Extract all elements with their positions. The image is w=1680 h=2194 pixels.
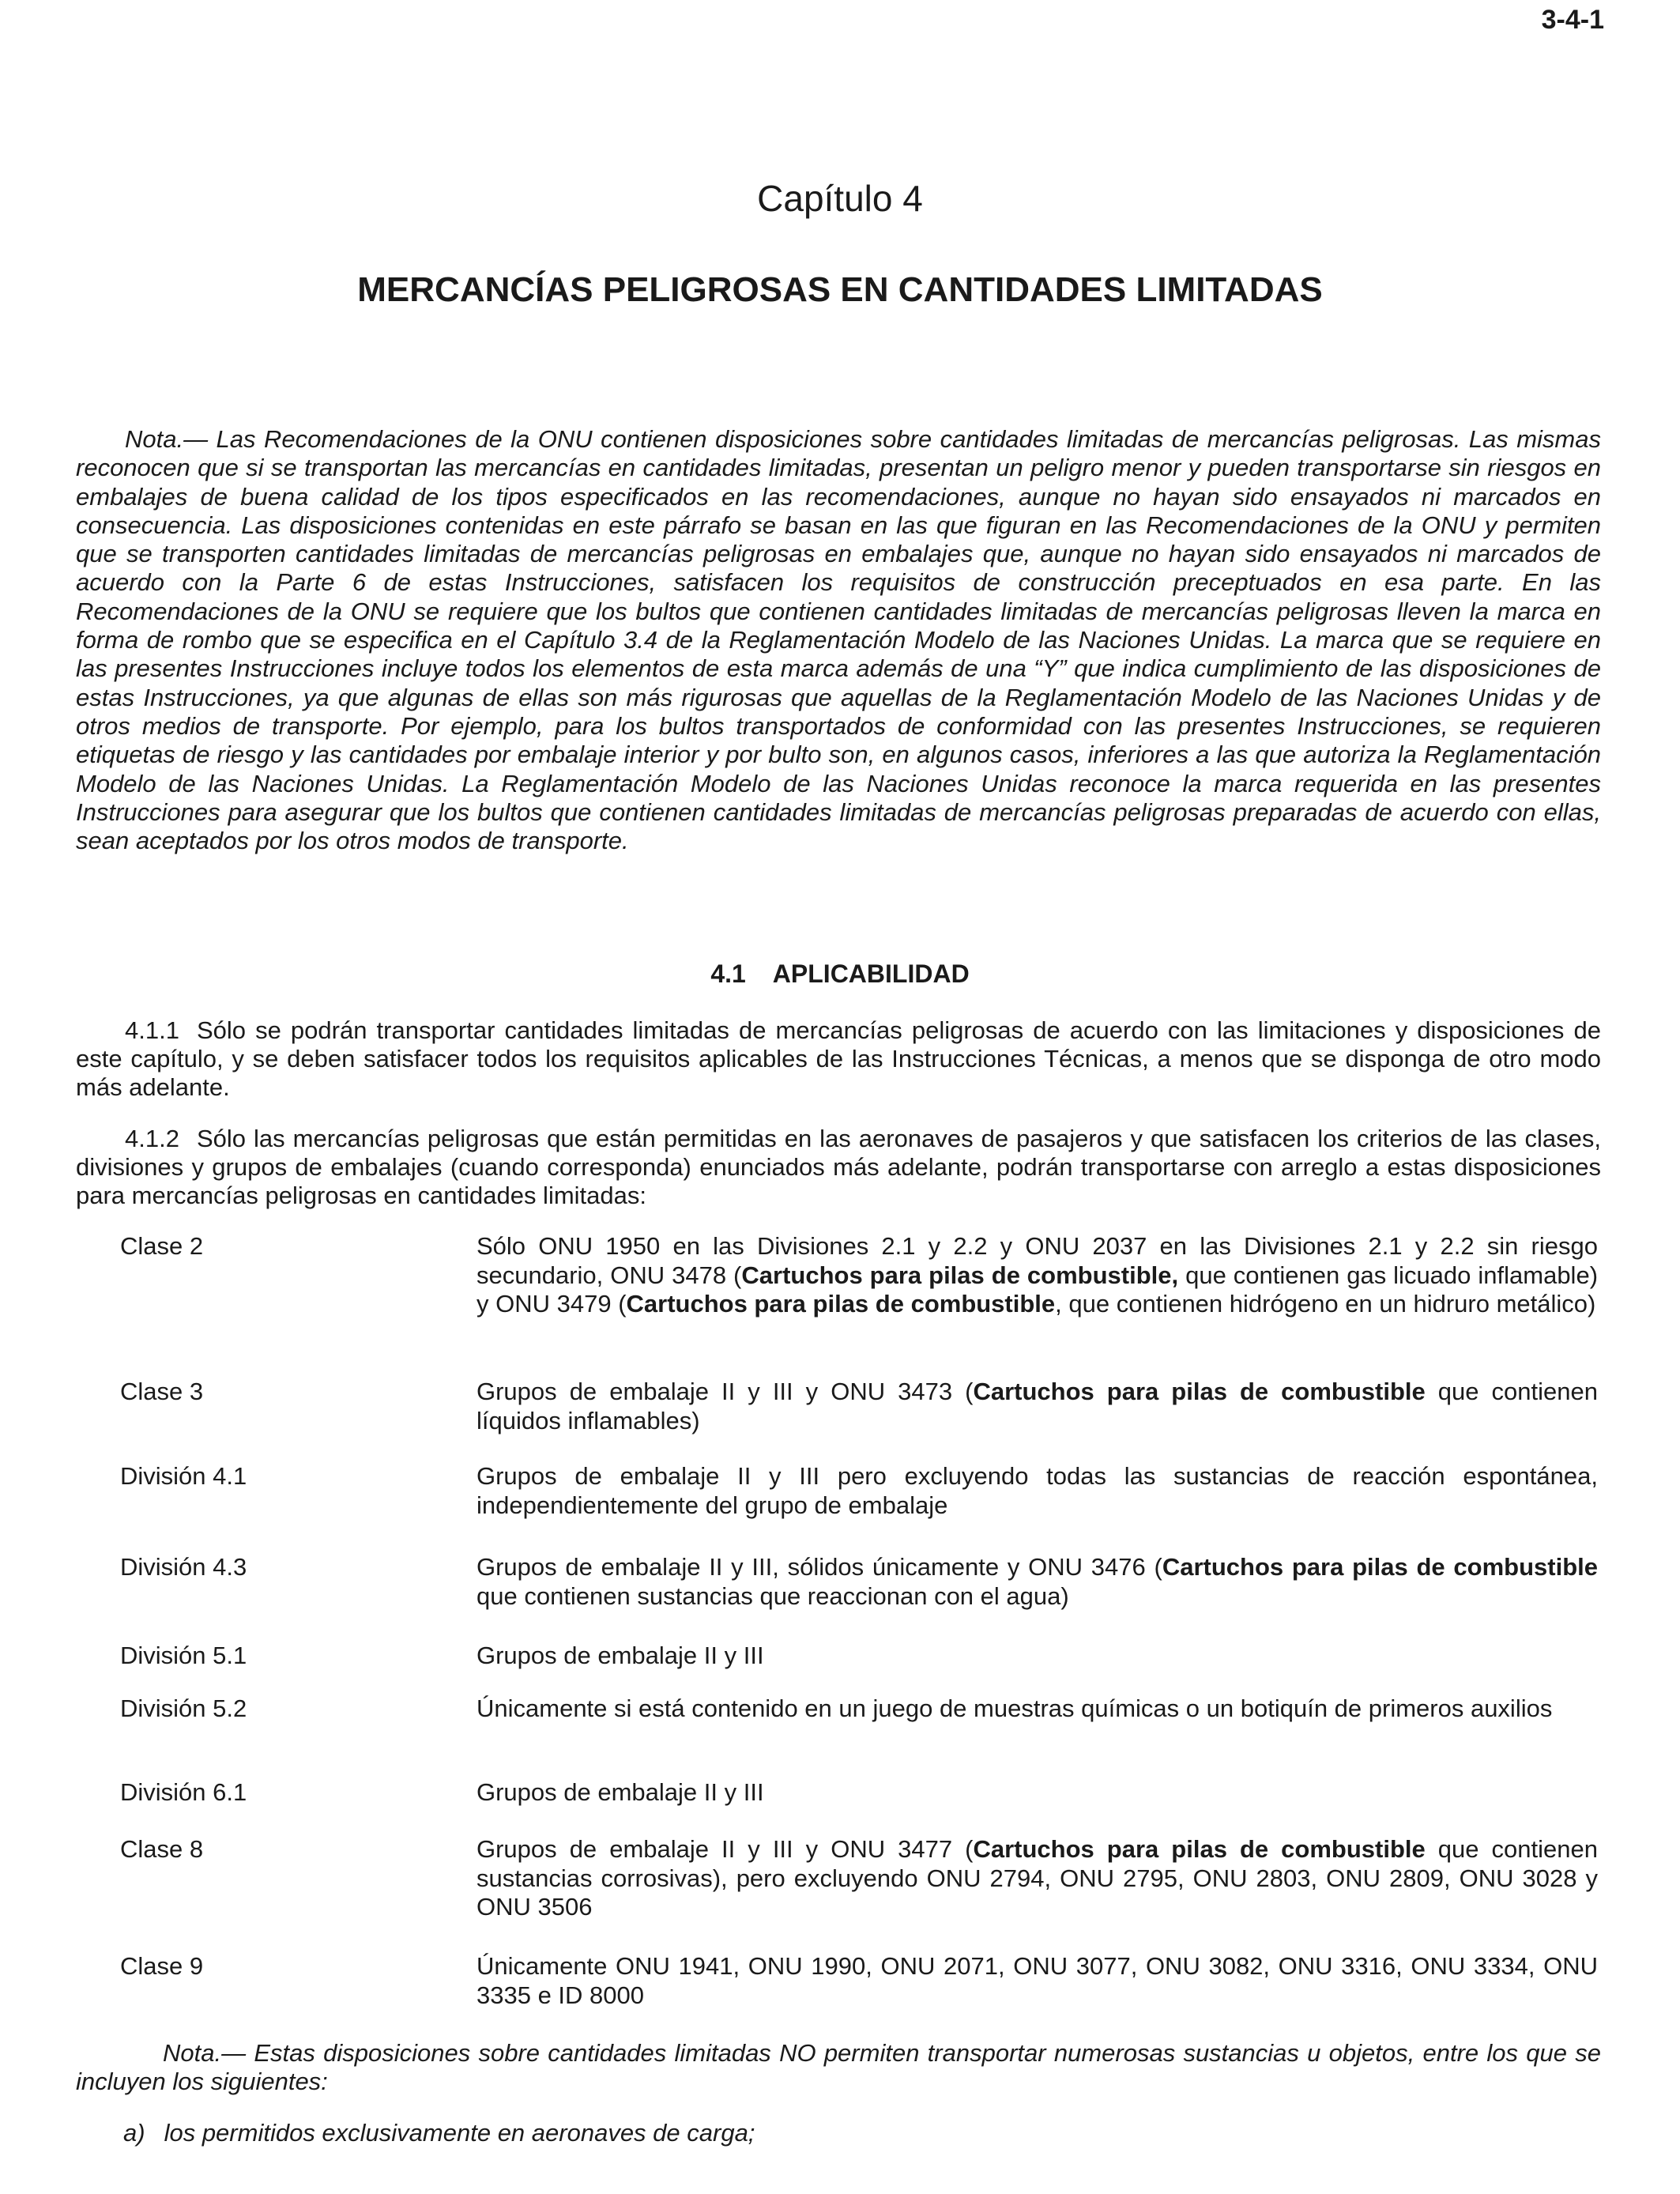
description-text: Sólo ONU 1950 en las Divisiones 2.1 y 2.2 y ONU 2037 en las Divisiones 2.1 y 2.2 sin riesgo secundario, ONU 3478 ( — [477, 1232, 1598, 1289]
paragraph-4-1-1 — [76, 1016, 1601, 1102]
chapter-title: MERCANCÍAS PELIGROSAS EN CANTIDADES LIMITADAS — [357, 270, 1323, 309]
section-title: APLICABILIDAD — [772, 959, 970, 988]
description-text: Únicamente ONU 1941, ONU 1990, ONU 2071, ONU 3077, ONU 3082, ONU 3316, ONU 3334, ONU 3335 e ID 8000 — [477, 1952, 1598, 2009]
class-description — [477, 1778, 1598, 1808]
closing-note-text: Nota.— Estas disposiciones sobre cantidades limitadas NO permiten transportar numerosas sustancias u objetos, entre los que se incluyen los siguientes: — [76, 2039, 1601, 2095]
description-text: Grupos de embalaje II y III — [477, 1778, 764, 1806]
class-label: Clase 3 — [120, 1378, 204, 1405]
section-number: 4.1 — [710, 959, 746, 988]
introductory-note — [76, 425, 1601, 855]
class-description — [477, 1642, 1598, 1671]
introductory-note-text: Nota.— Las Recomendaciones de la ONU contienen disposiciones sobre cantidades limitadas de mercancías peligrosas. Las mismas reconocen que si se transportan las mercancías en cantidades limitadas, presentan un peligro menor y pueden transportarse sin riesgos en embalajes de buena calidad de los tipos especificados en las recomendaciones, aunque no hayan sido ensayados ni marcados en consecuencia. Las disposiciones contenidas en este párrafo se basan en las que figuran en las Recomendaciones de la ONU y permiten que se transporten cantidades limitadas de mercancías peligrosas en embalajes que, aunque no hayan sido ensayados ni marcados de acuerdo con la Parte 6 de estas Instrucciones, satisfacen los requisitos de construcción preceptuados en esa parte. En las Recomendaciones de la ONU se requiere que los bultos que contienen cantidades limitadas de mercancías peligrosas lleven la marca en forma de rombo que se especifica en el Capítulo 3.4 de la Reglamentación Modelo de las Naciones Unidas. La marca que se requiere en las presentes Instrucciones incluye todos los elementos de esta marca además de una “Y” que indica cumplimiento de las disposiciones de estas Instrucciones, ya que algunas de ellas son más rigurosas que aquellas de la Reglamentación Modelo de las Naciones Unidas y de otros medios de transporte. Por ejemplo, para los bultos transportados de conformidad con las presentes Instrucciones, se requieren etiquetas de riesgo y las cantidades por embalaje interior y por bulto son, en algunos casos, inferiores a las que autoriza la Reglamentación Modelo de las Naciones Unidas. La Reglamentación Modelo de las Naciones Unidas reconoce la marca requerida en las presentes Instrucciones para asegurar que los bultos que contienen cantidades limitadas de mercancías peligrosas preparadas de acuerdo con ellas, sean aceptados por los otros modos de transporte. — [76, 425, 1601, 855]
class-description — [477, 1462, 1598, 1520]
closing-note — [76, 2039, 1601, 2096]
section-heading — [0, 959, 1680, 989]
class-label: División 5.2 — [120, 1695, 247, 1722]
description-text: que contienen líquidos inflamables) — [477, 1378, 1598, 1434]
paragraph-text: Sólo se podrán transportar cantidades limitadas de mercancías peligrosas de acuerdo con las limitaciones y disposiciones de este capítulo, y se deben satisfacer todos los requisitos aplicables de las Instrucciones Técnicas, a menos que se disponga de otro modo más adelante. — [76, 1016, 1601, 1101]
class-description — [477, 1952, 1598, 2010]
class-description — [477, 1835, 1598, 1922]
class-description — [477, 1695, 1598, 1724]
page-number: 3-4-1 — [1541, 5, 1604, 35]
class-description — [477, 1232, 1598, 1319]
paragraph-4-1-2 — [76, 1125, 1601, 1210]
chapter-heading: Capítulo 4 — [757, 178, 923, 219]
description-text: Grupos de embalaje II y III, sólidos únicamente y ONU 3476 ( — [477, 1553, 1162, 1581]
description-text: Grupos de embalaje II y III — [477, 1642, 764, 1669]
class-description — [477, 1378, 1598, 1435]
class-label: Clase 8 — [120, 1835, 204, 1863]
class-label: Clase 2 — [120, 1232, 204, 1260]
description-text: Grupos de embalaje II y III y ONU 3477 ( — [477, 1835, 974, 1863]
product-name: Cartuchos para pilas de combustible — [973, 1378, 1426, 1405]
class-label: Clase 9 — [120, 1952, 204, 1980]
description-text: Grupos de embalaje II y III y ONU 3473 ( — [477, 1378, 974, 1405]
paragraph-number: 4.1.1 — [125, 1016, 179, 1044]
class-label: División 5.1 — [120, 1642, 247, 1669]
product-name: Cartuchos para pilas de combustible, — [741, 1261, 1179, 1289]
product-name: Cartuchos para pilas de combustible — [973, 1835, 1426, 1863]
description-text: que contienen gas licuado inflamable) y ONU 3479 ( — [477, 1261, 1599, 1318]
product-name: Cartuchos para pilas de combustible — [626, 1290, 1056, 1318]
product-name: Cartuchos para pilas de combustible — [1162, 1553, 1598, 1581]
paragraph-number: 4.1.2 — [125, 1125, 179, 1152]
paragraph-text: Sólo las mercancías peligrosas que están permitidas en las aeronaves de pasajeros y que satisfacen los criterios de las clases, divisiones y grupos de embalajes (cuando corresponda) enunciados más adelante, podrán transportarse con arreglo a estas disposiciones para mercancías peligrosas en cantidades limitadas: — [76, 1125, 1601, 1209]
description-text: Únicamente si está contenido en un juego de muestras químicas o un botiquín de primeros auxilios — [477, 1695, 1553, 1722]
list-item-letter: a) — [123, 2119, 145, 2147]
list-item — [123, 2119, 755, 2147]
class-label: División 4.1 — [120, 1462, 247, 1490]
description-text: que contienen sustancias corrosivas), pero excluyendo ONU 2794, ONU 2795, ONU 2803, ONU 2809, ONU 3028 y ONU 3506 — [477, 1835, 1598, 1921]
class-description — [477, 1553, 1598, 1611]
description-text: Grupos de embalaje II y III pero excluyendo todas las sustancias de reacción espontánea, independientemente del grupo de embalaje — [477, 1462, 1598, 1519]
class-label: División 4.3 — [120, 1553, 247, 1581]
description-text: , que contienen hidrógeno en un hidruro metálico) — [1055, 1290, 1596, 1318]
list-item-text: los permitidos exclusivamente en aeronaves de carga; — [164, 2119, 755, 2147]
description-text: que contienen sustancias que reaccionan con el agua) — [477, 1581, 1069, 1610]
class-label: División 6.1 — [120, 1778, 247, 1806]
